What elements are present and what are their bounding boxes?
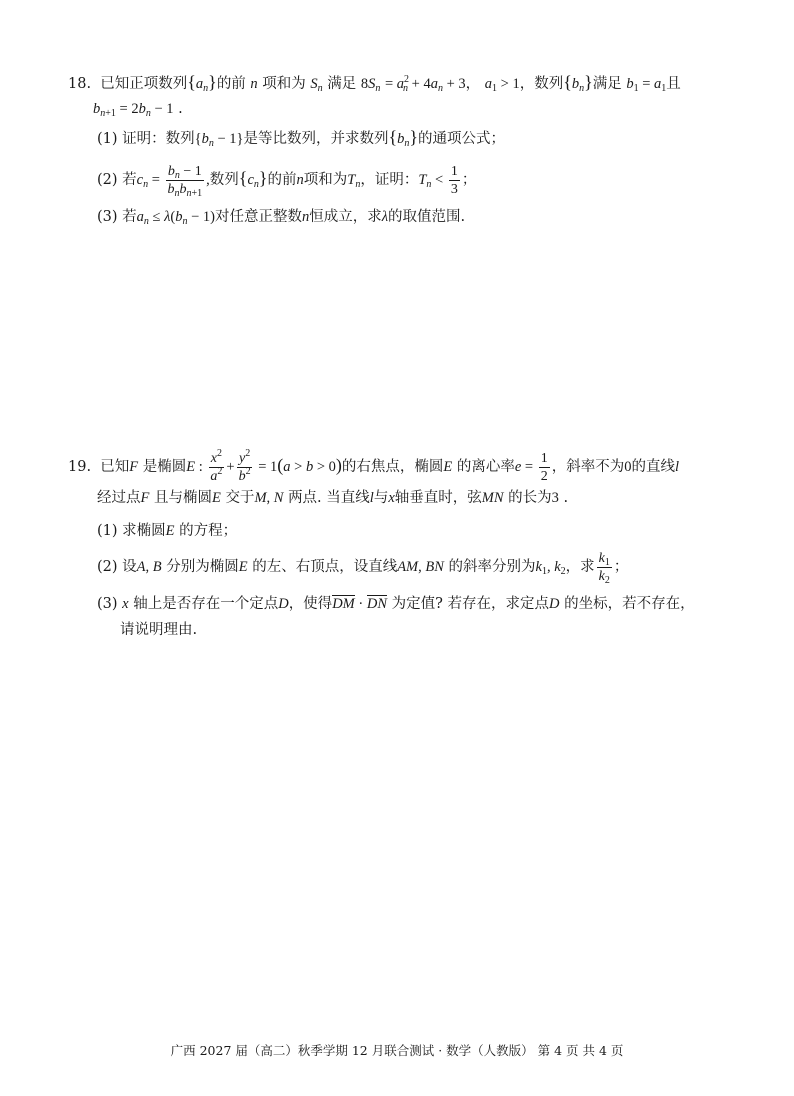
q18-part1: (1) 证明：数列$\{b_n - 1\}$是等比数列，并求数列$\{b_n\}$的通项公式；: [97, 127, 506, 149]
q19-part3-line1: (3) x 轴上是否存在一个定点D，使得DM · DN 为定值? 若存在，求定点D 的坐标，若不存在，: [97, 596, 695, 612]
q18-part2: (2) 若$c_n$ = $\frac{b_n - 1}{b_nb_{n+1}}$ ,数列$\{c_n\}$的前n项和为$T_n$，证明：$T_n$ < $\frac{1}{3}$ ；: [97, 163, 477, 199]
ellipse-x-term: $\frac{x^2}{a^2}$: [210, 447, 223, 484]
q19-part2: (2) 设A, B 分别为椭圆E 的左、右顶点，设直线AM, BN 的斜率分别为$k_1$, $k_2$，求 $\frac{k_1}{k_2}$ ；: [97, 550, 629, 586]
q18-number: 18.: [68, 76, 92, 92]
vector-dn: DN: [366, 596, 387, 612]
q18-part3: (3) 若$a_n \le \lambda(b_n - 1)$对任意正整数n恒成立，求λ的取值范围.: [97, 209, 466, 227]
q19-part3-line2: 请说明理由.: [120, 622, 198, 638]
page-footer: 广西 2027 届（高二）秋季学期 12 月联合测试 · 数学（人教版） 第 4 页 共 4 页: [170, 1043, 624, 1058]
q19-stem-line2: 经过点F 且与椭圆E 交于M, N 两点. 当直线l与x轴垂直时，弦MN 的长为3 .: [97, 490, 569, 506]
q19-part1: (1) 求椭圆E 的方程；: [97, 523, 238, 539]
q18-stem-line2: $b_{n+1} = 2b_n - 1$ .: [93, 101, 183, 119]
q19-number: 19.: [68, 459, 92, 475]
q19-stem-line1: 19. 已知F 是椭圆E : $\frac{x^2}{a^2}$ + $\frac{y^2}{b^2}$ = 1(a > b > 0)的右焦点，椭圆E 的离心率e = $\frac{1}{2}$ ，斜率不为0的直线l: [68, 447, 680, 484]
k-ratio: $\frac{k_1}{k_2}$: [598, 550, 610, 586]
cn-fraction: $\frac{b_n - 1}{b_nb_{n+1}}$: [167, 163, 203, 199]
vector-dm: DM: [332, 596, 355, 612]
ellipse-y-term: $\frac{y^2}{b^2}$: [238, 447, 251, 484]
q18-stem-line1: 18. 已知正项数列$\{a_n\}$的前 n 项和为 $S_n$ 满足 $8S_n = a^2_n + 4a_n + 3$， $a_1 > 1$，数列$\{b_n\}$满足 $b_1 = a_1$且: [68, 72, 681, 94]
